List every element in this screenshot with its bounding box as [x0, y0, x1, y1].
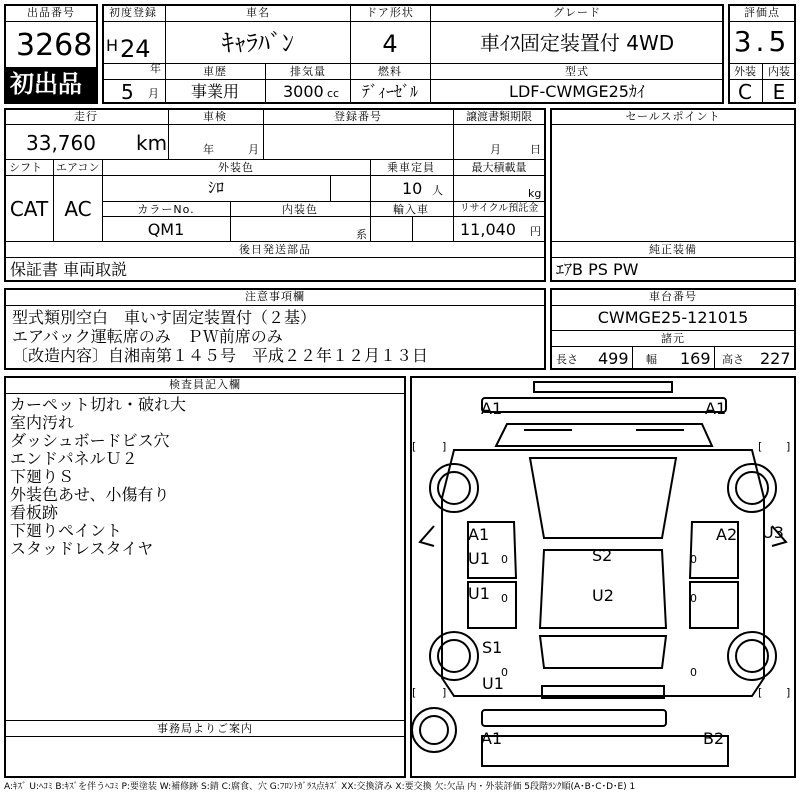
later-parts-label: 後日発送部品: [239, 243, 311, 256]
max-load-unit: kg: [528, 187, 542, 200]
car-name: ｷｬﾗﾊﾞﾝ: [222, 29, 294, 57]
genuine-value: ｴｱB PS PW: [556, 260, 639, 279]
mark-zero-1: 0: [501, 553, 508, 566]
inspector-line: スタッドレスタイヤ: [10, 539, 154, 558]
score-int: E: [772, 80, 786, 104]
door-value: 4: [382, 30, 398, 58]
interior-color-label: 内装色: [282, 203, 318, 216]
mark-left-a1: A1: [468, 525, 490, 544]
color-no-label: カラーNo.: [137, 203, 195, 216]
height-label: 高さ: [722, 353, 744, 366]
spare-tire: [412, 708, 456, 752]
mark-roof-u2: U2: [592, 586, 614, 605]
length-label: 長さ: [556, 353, 578, 366]
interior-color-unit: 系: [356, 228, 367, 241]
sales-point-label: セールスポイント: [625, 110, 721, 123]
max-load-label: 最大積載量: [471, 161, 527, 174]
grade-label: グレード: [553, 6, 601, 19]
dims-label: 諸元: [661, 332, 685, 345]
mark-left-u1-2: U1: [468, 584, 490, 603]
aircon-value: AC: [64, 197, 92, 221]
plate-label: 登録番号: [334, 110, 382, 123]
width-value: 169: [680, 349, 711, 368]
shift-value: CAT: [9, 197, 49, 221]
displacement-unit: cc: [327, 87, 340, 100]
mark-left-u1: U1: [468, 549, 490, 568]
inspector-line: 外装色あせ、小傷有り: [10, 485, 170, 504]
car-name-label: 車名: [246, 6, 270, 19]
genuine-label: 純正装備: [649, 243, 697, 256]
color-label: 外装色: [218, 161, 254, 174]
lot-label: 出品番号: [27, 6, 75, 19]
notes-line-2: エアバック運転席のみ ＰＷ前席のみ: [12, 327, 283, 346]
inspector-line: ダッシュボードビス穴: [10, 431, 170, 450]
recycle-label: リサイクル預託金: [459, 203, 539, 214]
mark-left-u1-3: U1: [482, 674, 504, 693]
inspector-notes: [10, 396, 186, 558]
inspector-line: エンドパネルＵ２: [10, 449, 138, 468]
score-int-label: 内装: [768, 65, 790, 78]
mark-zero-6: 0: [690, 666, 697, 679]
svg-text:[: [: [412, 686, 417, 699]
model-value: LDF-CWMGE25ｶｲ: [509, 82, 645, 101]
lot-number: 3268: [16, 28, 93, 63]
inspector-line: 看板跡: [10, 503, 59, 522]
first-reg-era: H: [106, 36, 119, 55]
rear-panel: [482, 736, 728, 766]
chassis-label: 車台番号: [649, 290, 697, 303]
recycle-unit: 円: [530, 225, 541, 238]
later-parts-value: 保証書 車両取説: [10, 260, 128, 279]
mileage-value: 33,760: [26, 131, 96, 155]
transfer-month-unit: 月: [490, 143, 501, 156]
svg-text:[: [: [758, 686, 763, 699]
score-label: 評価点: [744, 6, 780, 19]
mark-right-side-u3: U3: [762, 523, 784, 542]
svg-text:]: ]: [442, 440, 447, 453]
model-label: 型式: [565, 65, 589, 78]
color-value: ｼﾛ: [207, 178, 225, 197]
door-label: ドア形状: [366, 6, 414, 19]
mark-roof-s2: S2: [592, 546, 613, 565]
mark-left-s1: S1: [482, 638, 503, 657]
history-label: 車歴: [203, 65, 227, 78]
inspector-line: カーペット切れ・破れ大: [10, 395, 187, 414]
mark-rear-right: B2: [703, 729, 725, 748]
score-value: 3.5: [733, 25, 791, 58]
width-label: 幅: [646, 353, 657, 366]
front-bumper-top: [534, 382, 672, 392]
rear-bumper: [482, 710, 666, 726]
windshield: [496, 424, 712, 446]
first-reg-label: 初度登録: [109, 6, 157, 19]
roof-front: [530, 458, 676, 538]
inspector-line: 室内汚れ: [10, 413, 75, 432]
length-value: 499: [598, 349, 629, 368]
displacement-label: 排気量: [290, 65, 326, 78]
svg-text:]: ]: [442, 686, 447, 699]
office-label: 事務局よりご案内: [157, 722, 253, 735]
fuel-value: ﾃﾞｨｰｾﾞﾙ: [361, 82, 419, 101]
mark-front-left: A1: [481, 399, 503, 418]
inspector-label: 検査員記入欄: [169, 378, 241, 391]
mark-zero-3: 0: [501, 592, 508, 605]
first-reg-year-unit: 年: [150, 62, 161, 75]
svg-text:]: ]: [786, 440, 791, 453]
inspector-line: 下廻りペイント: [10, 521, 123, 540]
aircon-label: エアコン: [56, 161, 100, 174]
right-rear-door: [690, 582, 738, 628]
first-listing-badge: 初出品: [10, 70, 82, 98]
transfer-day-unit: 日: [530, 143, 541, 156]
capacity-unit: 人: [432, 184, 443, 197]
capacity-value: 10: [402, 179, 423, 198]
import-label: 輸入車: [393, 203, 429, 216]
notes-line-1: 型式類別空白 車いす固定装置付（２基）: [12, 308, 317, 327]
car-diagram: [412, 378, 794, 776]
transfer-label: 譲渡書類期限: [466, 110, 532, 123]
inspector-line: 下廻りＳ: [10, 467, 75, 486]
first-reg-month: 5: [121, 80, 134, 104]
height-value: 227: [760, 349, 791, 368]
legend: A:ｷｽﾞ U:ﾍｺﾐ B:ｷｽﾞを伴うﾍｺﾐ P:要塗装 W:補修跡 S:錆 C:腐食、穴 G:ﾌﾛﾝﾄｶﾞﾗｽ点ｷｽﾞ XX:交換済み X:要交換 欠:欠品 内・外装評価 5段階ﾗﾝｸ順(A･B･C･D･E) 1: [4, 782, 636, 792]
mark-zero-2: 0: [690, 553, 697, 566]
fuel-label: 燃料: [378, 65, 402, 78]
notes-label: 注意事項欄: [245, 290, 305, 303]
first-reg-month-unit: 月: [148, 87, 159, 100]
capacity-label: 乗車定員: [387, 161, 435, 174]
shaken-label: 車検: [203, 110, 227, 123]
mark-zero-5: 0: [501, 666, 508, 679]
shaken-month-unit: 月: [248, 143, 259, 156]
rear-window: [540, 636, 666, 668]
svg-text:]: ]: [786, 686, 791, 699]
shift-label: シフト: [9, 161, 42, 174]
notes-line-3: 〔改造内容〕自湘南第１４５号 平成２２年１２月１３日: [12, 346, 429, 365]
mark-right-a2: A2: [716, 525, 738, 544]
score-ext: C: [738, 80, 752, 104]
mark-zero-4: 0: [690, 592, 697, 605]
front-bumper: [482, 398, 726, 412]
body-outline: [442, 450, 764, 696]
mark-rear-left: A1: [481, 729, 503, 748]
displacement-value: 3000: [283, 82, 324, 101]
svg-text:[: [: [758, 440, 763, 453]
recycle-value: 11,040: [460, 220, 516, 239]
svg-text:[: [: [412, 440, 417, 453]
score-ext-label: 外装: [734, 65, 756, 78]
mark-front-right: A1: [705, 399, 727, 418]
grade-value: 車ｲｽ固定装置付 4WD: [479, 31, 675, 55]
chassis-value: CWMGE25-121015: [597, 308, 749, 327]
first-reg-year: 24: [120, 35, 151, 63]
history-value: 事業用: [190, 82, 240, 101]
shaken-year-unit: 年: [203, 143, 214, 156]
mileage-label: 走行: [74, 110, 98, 123]
mileage-unit: km: [136, 131, 168, 155]
color-no-value: QM1: [147, 220, 185, 239]
